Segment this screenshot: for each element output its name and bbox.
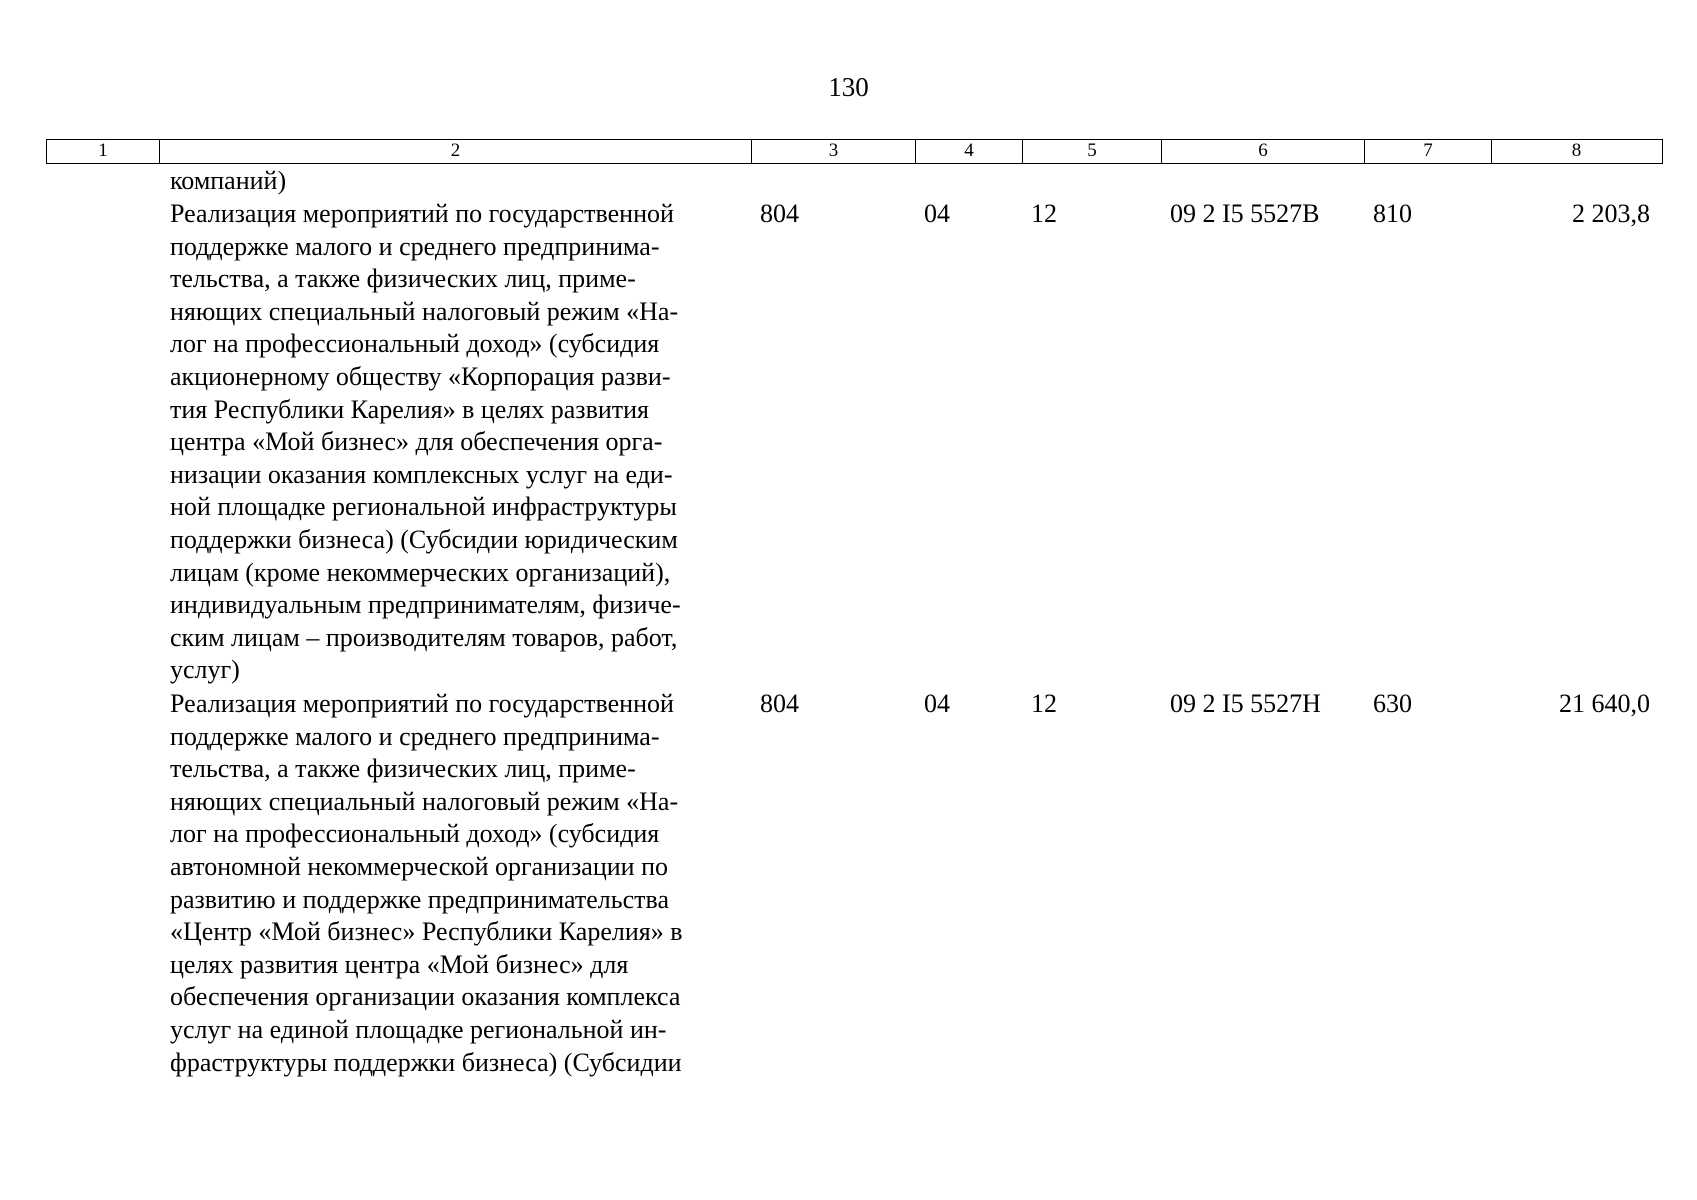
table-row-1-col-8: 2 203,8 — [1572, 199, 1650, 228]
continuation-text: компаний) — [170, 166, 287, 195]
description-line: автономной некоммерческой организации по — [170, 851, 668, 881]
description-line: тельства, а также физических лиц, приме- — [170, 754, 636, 784]
description-line: акционерному обществу «Корпорация разви- — [170, 361, 671, 391]
description-line: тия Республики Карелия» в целях развития — [170, 394, 649, 424]
table-row-2-col-3: 804 — [760, 689, 799, 718]
column-header-6: 6 — [1162, 140, 1365, 163]
table-row-2-col-7: 630 — [1373, 689, 1412, 718]
description-line: няющих специальный налоговый режим «На- — [170, 786, 679, 816]
column-header-3: 3 — [752, 140, 916, 163]
description-line: услуг) — [170, 655, 240, 685]
column-header-5: 5 — [1023, 140, 1162, 163]
table-row-1-col-5: 12 — [1031, 199, 1057, 228]
column-header-1: 1 — [47, 140, 160, 163]
table-row-2-col-8: 21 640,0 — [1559, 689, 1650, 718]
table-row-1-col-3: 804 — [760, 199, 799, 228]
column-header-2: 2 — [160, 140, 752, 163]
table-row-2-description — [170, 688, 682, 1079]
description-line: Реализация мероприятий по государственной — [170, 689, 674, 718]
description-line: лицам (кроме некоммерческих организаций), — [170, 557, 671, 587]
description-line: Реализация мероприятий по государственной — [170, 199, 674, 228]
column-header-4: 4 — [916, 140, 1023, 163]
description-line: центра «Мой бизнес» для обеспечения орга- — [170, 427, 663, 457]
table-row-1-description — [170, 198, 681, 687]
table-header — [46, 139, 1663, 164]
description-line: няющих специальный налоговый режим «На- — [170, 296, 679, 326]
description-line: развитию и поддержке предпринимательства — [170, 884, 670, 914]
table-row-1-col-6: 09 2 I5 5527B — [1170, 199, 1320, 228]
description-line: индивидуальным предпринимателям, физиче- — [170, 590, 681, 620]
description-line: целях развития центра «Мой бизнес» для — [170, 949, 629, 979]
description-line: услуг на единой площадке региональной ин- — [170, 1014, 667, 1044]
table-row-2-col-6: 09 2 I5 5527H — [1170, 689, 1321, 718]
description-line: низации оказания комплексных услуг на еди- — [170, 459, 673, 489]
table-row-2-col-5: 12 — [1031, 689, 1057, 718]
page-number: 130 — [828, 72, 869, 102]
description-line: тельства, а также физических лиц, приме- — [170, 264, 636, 294]
description-line: лог на профессиональный доход» (субсидия — [170, 329, 660, 359]
description-line: ной площадке региональной инфраструктуры — [170, 492, 677, 522]
description-line: поддержке малого и среднего предпринима- — [170, 721, 660, 751]
description-line: «Центр «Мой бизнес» Республики Карелия» в — [170, 917, 683, 947]
description-line: обеспечения организации оказания комплекса — [170, 982, 681, 1012]
table-row-1-col-7: 810 — [1373, 199, 1412, 228]
description-line: поддержке малого и среднего предпринима- — [170, 231, 660, 261]
column-header-8: 8 — [1571, 140, 1582, 161]
description-line: поддержки бизнеса) (Субсидии юридическим — [170, 524, 678, 554]
column-header-7: 7 — [1365, 140, 1492, 163]
table-row-2-col-4: 04 — [924, 689, 950, 718]
description-line: ским лицам – производителям товаров, работ, — [170, 622, 678, 652]
description-line: лог на профессиональный доход» (субсидия — [170, 819, 660, 849]
description-line: фраструктуры поддержки бизнеса) (Субсидии — [170, 1047, 682, 1077]
table-row-1-col-4: 04 — [924, 199, 950, 228]
